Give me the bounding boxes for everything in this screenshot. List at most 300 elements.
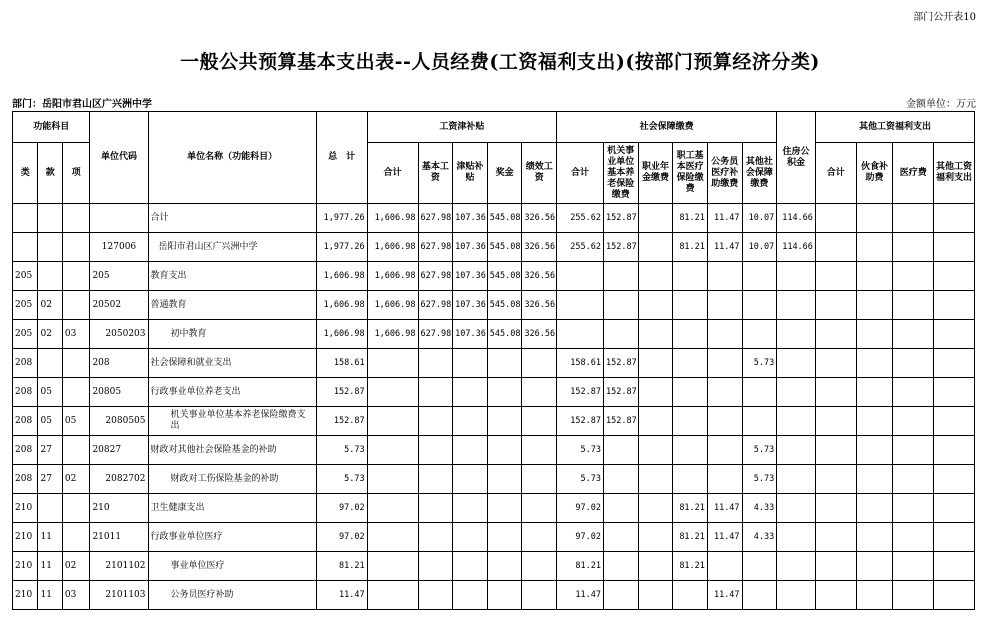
cell-medical-insurance: 81.21 (673, 523, 708, 552)
cell-lei: 205 (13, 291, 38, 320)
table-row (13, 233, 975, 262)
cell-annuity (638, 407, 673, 436)
cell-medical-fee (893, 320, 934, 349)
header-basic-salary: 基本工资 (418, 143, 453, 204)
cell-xiang: 05 (62, 407, 90, 436)
cell-social-total: 5.73 (557, 436, 604, 465)
cell-allowance (453, 436, 488, 465)
cell-meal-subsidy (856, 581, 893, 610)
cell-pension: 152.87 (603, 204, 638, 233)
cell-performance-pay (522, 349, 557, 378)
cell-medical-fee (893, 233, 934, 262)
header-lei: 类 (13, 143, 38, 204)
cell-allowance (453, 349, 488, 378)
cell-unit-name: 合计 (148, 204, 316, 233)
header-pension: 机关事业单位基本养老保险缴费 (603, 143, 638, 204)
table-row (13, 581, 975, 610)
cell-unit-name: 普通教育 (148, 291, 316, 320)
cell-unit-code: 20502 (90, 291, 148, 320)
cell-lei: 210 (13, 494, 38, 523)
cell-other-total (815, 262, 856, 291)
header-total: 总 计 (316, 112, 367, 204)
cell-other-welfare (934, 465, 975, 494)
cell-basic-salary (418, 378, 453, 407)
cell-kuan: 11 (38, 523, 62, 552)
cell-unit-code: 2101102 (90, 552, 148, 581)
cell-pension (603, 552, 638, 581)
cell-social-total: 11.47 (557, 581, 604, 610)
cell-salary-total: 1,606.98 (367, 204, 418, 233)
cell-total: 11.47 (316, 581, 367, 610)
cell-civil-medical (707, 552, 742, 581)
amount-unit-label: 金额单位：万元 (906, 99, 976, 110)
header-social-group: 社会保障缴费 (557, 112, 777, 143)
cell-pension (603, 465, 638, 494)
cell-kuan (38, 204, 62, 233)
cell-other-social: 4.33 (742, 494, 777, 523)
cell-lei: 210 (13, 523, 38, 552)
cell-other-social (742, 320, 777, 349)
cell-salary-total: 1,606.98 (367, 320, 418, 349)
cell-housing-fund (777, 552, 816, 581)
cell-housing-fund (777, 436, 816, 465)
cell-annuity (638, 436, 673, 465)
cell-performance-pay: 326.56 (522, 320, 557, 349)
cell-other-social (742, 407, 777, 436)
cell-performance-pay (522, 407, 557, 436)
cell-other-social: 5.73 (742, 436, 777, 465)
cell-bonus: 545.08 (487, 291, 522, 320)
cell-housing-fund (777, 320, 816, 349)
cell-allowance (453, 407, 488, 436)
cell-other-social: 4.33 (742, 523, 777, 552)
cell-unit-code: 210 (90, 494, 148, 523)
cell-other-welfare (934, 204, 975, 233)
cell-other-welfare (934, 378, 975, 407)
cell-unit-name: 机关事业单位基本养老保险缴费支出 (148, 407, 316, 436)
cell-unit-code: 2082702 (90, 465, 148, 494)
cell-unit-name: 公务员医疗补助 (148, 581, 316, 610)
cell-performance-pay: 326.56 (522, 291, 557, 320)
header-unit-name: 单位名称（功能科目） (148, 112, 316, 204)
header-civil-medical: 公务员医疗补助缴费 (707, 143, 742, 204)
cell-annuity (638, 204, 673, 233)
cell-civil-medical (707, 349, 742, 378)
cell-medical-insurance: 81.21 (673, 233, 708, 262)
cell-kuan: 11 (38, 552, 62, 581)
cell-pension: 152.87 (603, 378, 638, 407)
cell-unit-name: 行政事业单位养老支出 (148, 378, 316, 407)
cell-bonus (487, 494, 522, 523)
cell-kuan: 02 (38, 291, 62, 320)
cell-medical-insurance: 81.21 (673, 494, 708, 523)
table-row (13, 407, 975, 436)
cell-total: 81.21 (316, 552, 367, 581)
cell-medical-fee (893, 407, 934, 436)
cell-total: 1,977.26 (316, 204, 367, 233)
cell-civil-medical: 11.47 (707, 204, 742, 233)
cell-medical-insurance (673, 436, 708, 465)
cell-xiang: 02 (62, 465, 90, 494)
header-other-group: 其他工资福利支出 (815, 112, 974, 143)
cell-annuity (638, 233, 673, 262)
cell-kuan: 27 (38, 436, 62, 465)
cell-allowance: 107.36 (453, 233, 488, 262)
cell-social-total: 97.02 (557, 494, 604, 523)
cell-meal-subsidy (856, 262, 893, 291)
cell-allowance (453, 523, 488, 552)
cell-unit-name: 教育支出 (148, 262, 316, 291)
cell-other-welfare (934, 523, 975, 552)
cell-xiang (62, 204, 90, 233)
cell-total: 1,606.98 (316, 291, 367, 320)
cell-basic-salary (418, 465, 453, 494)
cell-xiang: 02 (62, 552, 90, 581)
cell-other-social (742, 262, 777, 291)
cell-performance-pay (522, 494, 557, 523)
table-row (13, 378, 975, 407)
cell-performance-pay (522, 378, 557, 407)
cell-performance-pay (522, 436, 557, 465)
cell-meal-subsidy (856, 552, 893, 581)
cell-basic-salary (418, 552, 453, 581)
cell-medical-insurance (673, 291, 708, 320)
cell-housing-fund (777, 581, 816, 610)
cell-social-total: 5.73 (557, 465, 604, 494)
cell-meal-subsidy (856, 349, 893, 378)
cell-other-welfare (934, 233, 975, 262)
cell-other-total (815, 320, 856, 349)
table-row (13, 523, 975, 552)
cell-kuan: 05 (38, 378, 62, 407)
cell-bonus (487, 552, 522, 581)
cell-lei: 205 (13, 320, 38, 349)
cell-pension (603, 494, 638, 523)
cell-allowance (453, 465, 488, 494)
cell-other-total (815, 291, 856, 320)
cell-total: 97.02 (316, 523, 367, 552)
cell-other-welfare (934, 552, 975, 581)
header-meal-subsidy: 伙食补助费 (856, 143, 893, 204)
cell-civil-medical (707, 407, 742, 436)
cell-bonus (487, 581, 522, 610)
cell-salary-total (367, 465, 418, 494)
header-social-total: 合计 (557, 143, 604, 204)
cell-salary-total (367, 378, 418, 407)
cell-medical-fee (893, 581, 934, 610)
cell-salary-total (367, 494, 418, 523)
cell-unit-code (90, 204, 148, 233)
cell-bonus (487, 465, 522, 494)
cell-annuity (638, 378, 673, 407)
cell-medical-insurance (673, 465, 708, 494)
cell-total: 1,606.98 (316, 320, 367, 349)
cell-kuan (38, 349, 62, 378)
cell-basic-salary (418, 349, 453, 378)
cell-housing-fund (777, 494, 816, 523)
cell-social-total: 152.87 (557, 378, 604, 407)
cell-bonus (487, 436, 522, 465)
cell-pension (603, 523, 638, 552)
cell-medical-insurance (673, 407, 708, 436)
cell-salary-total (367, 349, 418, 378)
cell-other-total (815, 581, 856, 610)
cell-housing-fund (777, 378, 816, 407)
cell-total: 1,606.98 (316, 262, 367, 291)
header-xiang: 项 (62, 143, 90, 204)
cell-unit-name: 卫生健康支出 (148, 494, 316, 523)
cell-bonus (487, 378, 522, 407)
cell-housing-fund (777, 262, 816, 291)
cell-basic-salary: 627.98 (418, 291, 453, 320)
cell-xiang (62, 378, 90, 407)
cell-salary-total: 1,606.98 (367, 262, 418, 291)
table-row (13, 204, 975, 233)
cell-unit-code: 208 (90, 349, 148, 378)
cell-medical-insurance (673, 320, 708, 349)
cell-other-total (815, 465, 856, 494)
cell-salary-total (367, 436, 418, 465)
cell-allowance: 107.36 (453, 291, 488, 320)
cell-xiang (62, 436, 90, 465)
cell-basic-salary (418, 407, 453, 436)
cell-other-welfare (934, 581, 975, 610)
form-number-label: 部门公开表10 (913, 12, 976, 23)
cell-lei: 208 (13, 378, 38, 407)
cell-allowance: 107.36 (453, 262, 488, 291)
cell-other-social (742, 378, 777, 407)
cell-salary-total (367, 523, 418, 552)
cell-annuity (638, 465, 673, 494)
cell-pension: 152.87 (603, 233, 638, 262)
cell-other-social: 10.07 (742, 233, 777, 262)
header-housing-fund: 住房公积金 (777, 112, 816, 204)
cell-pension (603, 320, 638, 349)
cell-bonus: 545.08 (487, 262, 522, 291)
cell-total: 5.73 (316, 465, 367, 494)
cell-total: 5.73 (316, 436, 367, 465)
cell-civil-medical (707, 465, 742, 494)
cell-other-social (742, 581, 777, 610)
cell-total: 152.87 (316, 378, 367, 407)
cell-housing-fund: 114.66 (777, 204, 816, 233)
cell-medical-fee (893, 552, 934, 581)
cell-housing-fund (777, 465, 816, 494)
cell-medical-insurance: 81.21 (673, 552, 708, 581)
cell-other-welfare (934, 262, 975, 291)
cell-pension (603, 581, 638, 610)
cell-medical-fee (893, 465, 934, 494)
cell-total: 97.02 (316, 494, 367, 523)
cell-civil-medical (707, 262, 742, 291)
cell-meal-subsidy (856, 233, 893, 262)
cell-civil-medical: 11.47 (707, 494, 742, 523)
header-other-welfare: 其他工资福利支出 (934, 143, 975, 204)
cell-salary-total: 1,606.98 (367, 291, 418, 320)
cell-housing-fund (777, 291, 816, 320)
cell-other-total (815, 204, 856, 233)
cell-lei: 210 (13, 581, 38, 610)
cell-other-total (815, 494, 856, 523)
cell-total: 1,977.26 (316, 233, 367, 262)
cell-social-total: 158.61 (557, 349, 604, 378)
cell-basic-salary (418, 523, 453, 552)
cell-meal-subsidy (856, 378, 893, 407)
cell-annuity (638, 494, 673, 523)
cell-pension (603, 436, 638, 465)
cell-other-welfare (934, 320, 975, 349)
cell-salary-total: 1,606.98 (367, 233, 418, 262)
cell-pension (603, 262, 638, 291)
cell-bonus (487, 349, 522, 378)
cell-performance-pay: 326.56 (522, 233, 557, 262)
cell-medical-insurance (673, 581, 708, 610)
cell-meal-subsidy (856, 320, 893, 349)
cell-medical-insurance: 81.21 (673, 204, 708, 233)
cell-allowance (453, 552, 488, 581)
cell-other-social (742, 291, 777, 320)
header-performance-pay: 绩效工资 (522, 143, 557, 204)
table-row (13, 349, 975, 378)
cell-xiang (62, 349, 90, 378)
cell-bonus (487, 523, 522, 552)
cell-salary-total (367, 407, 418, 436)
cell-total: 152.87 (316, 407, 367, 436)
cell-unit-code: 21011 (90, 523, 148, 552)
cell-other-welfare (934, 407, 975, 436)
cell-xiang (62, 262, 90, 291)
cell-xiang (62, 291, 90, 320)
cell-lei (13, 233, 38, 262)
cell-basic-salary: 627.98 (418, 204, 453, 233)
cell-kuan (38, 233, 62, 262)
cell-annuity (638, 291, 673, 320)
cell-social-total: 255.62 (557, 233, 604, 262)
department-label: 部门：岳阳市君山区广兴洲中学 (12, 99, 152, 110)
cell-unit-name: 初中教育 (148, 320, 316, 349)
table-row (13, 320, 975, 349)
budget-table (12, 111, 975, 610)
cell-medical-fee (893, 262, 934, 291)
cell-meal-subsidy (856, 291, 893, 320)
cell-annuity (638, 349, 673, 378)
cell-housing-fund (777, 407, 816, 436)
cell-other-welfare (934, 349, 975, 378)
cell-kuan: 02 (38, 320, 62, 349)
cell-unit-name: 岳阳市君山区广兴洲中学 (148, 233, 316, 262)
cell-pension: 152.87 (603, 407, 638, 436)
page-title: 一般公共预算基本支出表--人员经费(工资福利支出)(按部门预算经济分类) (180, 51, 820, 73)
cell-civil-medical: 11.47 (707, 523, 742, 552)
cell-xiang: 03 (62, 320, 90, 349)
table-row (13, 436, 975, 465)
cell-basic-salary: 627.98 (418, 233, 453, 262)
table-body (13, 204, 975, 610)
cell-basic-salary (418, 494, 453, 523)
table-row (13, 552, 975, 581)
cell-other-social: 5.73 (742, 349, 777, 378)
cell-bonus: 545.08 (487, 233, 522, 262)
cell-pension (603, 291, 638, 320)
cell-other-welfare (934, 494, 975, 523)
cell-unit-code: 20827 (90, 436, 148, 465)
cell-performance-pay (522, 581, 557, 610)
cell-bonus: 545.08 (487, 204, 522, 233)
cell-unit-code: 2101103 (90, 581, 148, 610)
header-bonus: 奖金 (487, 143, 522, 204)
cell-social-total (557, 262, 604, 291)
cell-other-total (815, 436, 856, 465)
header-medical-insurance: 职工基本医疗保险缴费 (673, 143, 708, 204)
cell-medical-fee (893, 291, 934, 320)
cell-other-total (815, 378, 856, 407)
cell-salary-total (367, 581, 418, 610)
cell-kuan: 11 (38, 581, 62, 610)
header-medical-fee: 医疗费 (893, 143, 934, 204)
cell-medical-fee (893, 436, 934, 465)
cell-annuity (638, 320, 673, 349)
cell-civil-medical (707, 378, 742, 407)
cell-meal-subsidy (856, 407, 893, 436)
cell-civil-medical (707, 291, 742, 320)
header-salary-total: 合计 (367, 143, 418, 204)
cell-housing-fund: 114.66 (777, 233, 816, 262)
cell-salary-total (367, 552, 418, 581)
cell-other-welfare (934, 436, 975, 465)
cell-xiang: 03 (62, 581, 90, 610)
cell-performance-pay: 326.56 (522, 262, 557, 291)
cell-civil-medical: 11.47 (707, 581, 742, 610)
cell-xiang (62, 233, 90, 262)
cell-unit-name: 财政对工伤保险基金的补助 (148, 465, 316, 494)
cell-civil-medical: 11.47 (707, 233, 742, 262)
cell-lei: 208 (13, 349, 38, 378)
header-unit-code: 单位代码 (90, 112, 148, 204)
cell-lei: 208 (13, 436, 38, 465)
cell-other-total (815, 233, 856, 262)
cell-basic-salary (418, 436, 453, 465)
cell-performance-pay (522, 523, 557, 552)
cell-allowance (453, 581, 488, 610)
cell-lei: 208 (13, 407, 38, 436)
cell-other-social: 5.73 (742, 465, 777, 494)
cell-performance-pay (522, 552, 557, 581)
cell-annuity (638, 262, 673, 291)
cell-annuity (638, 581, 673, 610)
cell-annuity (638, 552, 673, 581)
cell-unit-code: 2050203 (90, 320, 148, 349)
cell-meal-subsidy (856, 465, 893, 494)
cell-basic-salary (418, 581, 453, 610)
cell-unit-code: 127006 (90, 233, 148, 262)
cell-other-total (815, 523, 856, 552)
cell-unit-name: 行政事业单位医疗 (148, 523, 316, 552)
cell-medical-fee (893, 204, 934, 233)
cell-meal-subsidy (856, 494, 893, 523)
cell-meal-subsidy (856, 523, 893, 552)
header-salary-group: 工资津补贴 (367, 112, 557, 143)
cell-medical-insurance (673, 349, 708, 378)
cell-social-total (557, 320, 604, 349)
cell-unit-code: 20805 (90, 378, 148, 407)
cell-medical-fee (893, 523, 934, 552)
cell-social-total: 255.62 (557, 204, 604, 233)
cell-medical-fee (893, 494, 934, 523)
cell-unit-code: 2080505 (90, 407, 148, 436)
cell-medical-insurance (673, 262, 708, 291)
header-kuan: 款 (38, 143, 62, 204)
cell-allowance (453, 494, 488, 523)
